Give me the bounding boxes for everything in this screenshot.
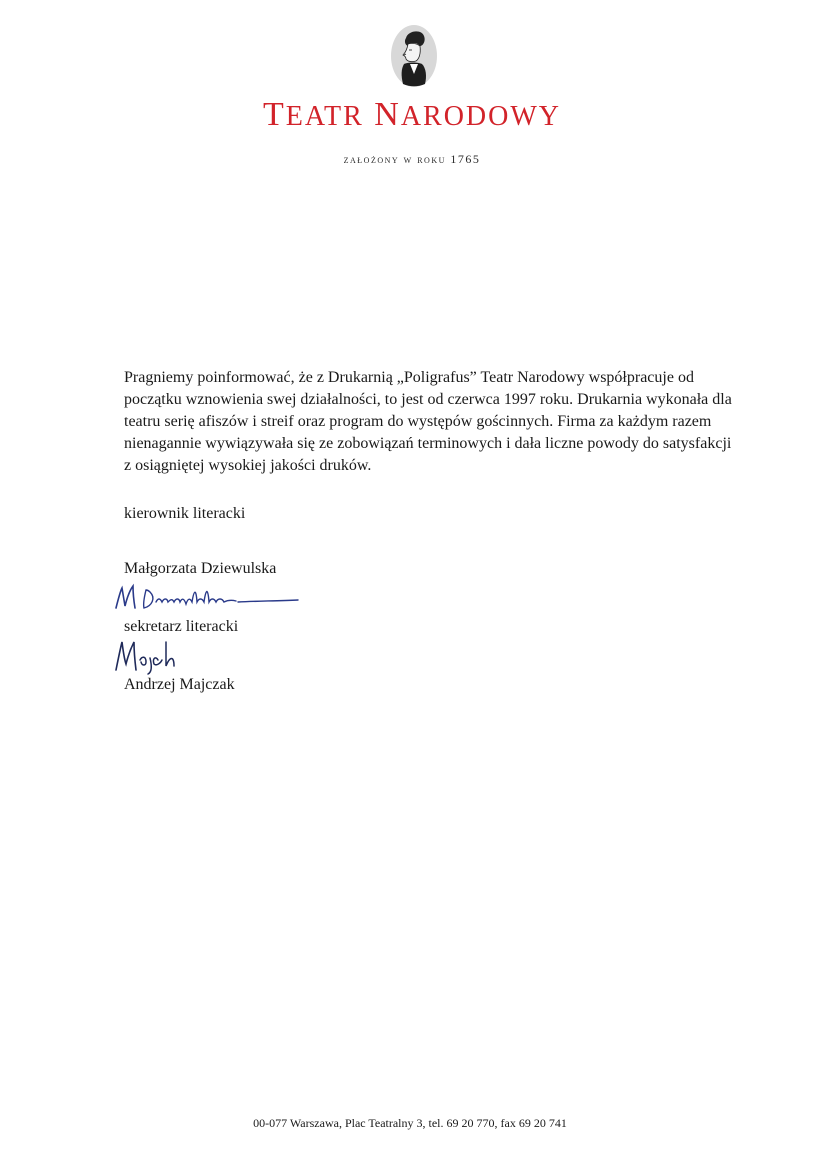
handwritten-signature-icon — [108, 636, 198, 676]
body-line: teatru serię afiszów i streif oraz program do występów gościnnych. Firma za każdym razem — [124, 413, 712, 430]
signatory-name: Małgorzata Dziewulska — [124, 560, 277, 577]
body-line: nienagannie wywiązywała się ze zobowiązań terminowych i dała liczne powody do satysfakcji — [124, 435, 732, 452]
theatre-name-first-rest: EATR — [285, 101, 364, 132]
body-line: początku wznowienia swej działalności, to jest od czerwca 1997 roku. Drukarnia wykonała dla — [124, 391, 732, 408]
portrait-medallion-icon — [390, 24, 438, 88]
theatre-name-second-rest: ARODOWY — [400, 101, 562, 132]
handwritten-signature-icon — [112, 580, 302, 616]
letter-body — [124, 367, 734, 477]
founded-tagline: założony w roku 1765 — [343, 152, 481, 166]
theatre-name-first-initial: T — [262, 96, 286, 133]
footer-address-text: 00-077 Warszawa, Plac Teatralny 3, tel. 69 20 770, fax 69 20 741 — [253, 1116, 567, 1130]
body-line: Pragniemy poinformować, że z Drukarnią „Poligrafus” Teatr Narodowy współpracuje od — [124, 369, 694, 386]
body-line: z osiągniętej wysokiej jakości druków. — [124, 457, 372, 474]
signatory-role: kierownik literacki — [124, 505, 246, 522]
theatre-name — [0, 96, 824, 134]
theatre-name-second-initial: N — [374, 96, 401, 133]
signatory-role: sekretarz literacki — [124, 618, 239, 635]
signatory-name: Andrzej Majczak — [124, 676, 235, 693]
footer-address — [0, 1116, 824, 1131]
